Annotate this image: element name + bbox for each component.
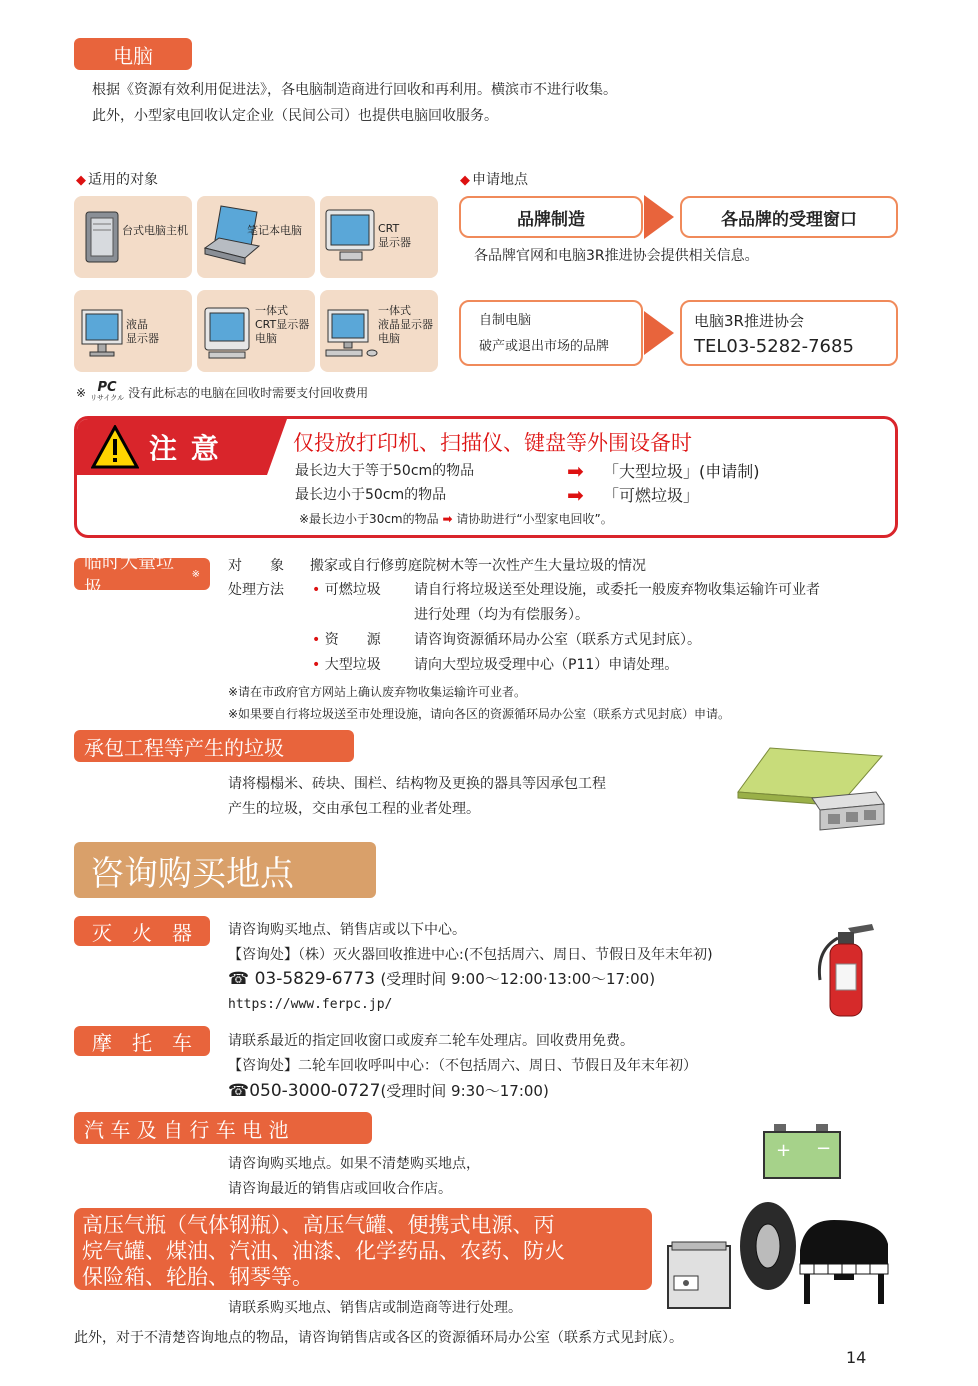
caution-box [74,416,898,538]
temp-item-text: 请自行将垃圾送至处理设施，或委托一般废弃物收集运输许可业者 [414,582,820,598]
bankrupt-label: 破产或退出市场的品牌 [479,339,610,354]
assoc-name: 电脑3R推进协会 [694,312,804,330]
safe-icon [664,1240,734,1312]
tile-label: 一体式 CRT显示器 电脑 [255,304,310,345]
tile-label: 液晶 显示器 [126,318,159,345]
brand-window-box [680,196,898,238]
section-title-computer [74,38,192,70]
caution-heading: 仅投放打印机、扫描仪、键盘等外围设备时 [293,431,692,455]
computer-intro-2: 此外，小型家电回收认定企业（民间公司）也提供电脑回收服务。 [92,108,498,124]
bullet-dot-icon: • [312,632,321,648]
tile-crt [320,196,438,278]
right-arrow-icon: ➡ [567,459,584,483]
caution-row2-right: 「可燃垃圾」 [603,486,700,505]
caution-row2-left: 最长边小于50cm的物品 [295,487,447,503]
self-made-box [459,300,643,366]
temp-item-text: 请向大型垃圾受理中心（P11）申请处理。 [414,657,679,673]
construction-line-1: 请将榻榻米、砖块、围栏、结构物及更换的器具等因承包工程 [228,776,606,792]
tile-label: CRT 显示器 [378,222,411,249]
right-arrow-icon: ➡ [442,512,453,526]
brand-box [459,196,643,238]
assoc-box [680,300,898,366]
extinguisher-tel-row [228,968,655,989]
motorcycle-tel: 050-3000-0727 [249,1081,381,1101]
bullet-dot-icon: • [312,582,321,598]
svg-text:−: − [816,1138,832,1159]
pc-recycle-note [76,378,368,408]
page-number: 14 [846,1348,867,1367]
phone-icon: ☎ [228,1081,250,1101]
extinguisher-tel: 03-5829-6773 [254,969,376,989]
temp-item-text: 请咨询资源循环局办公室（联系方式见封底）。 [414,632,701,648]
desktop-tower-icon [82,210,122,264]
assoc-tel: TEL03-5282-7685 [694,336,854,357]
pc-recycle-logo: PC リサイクル [90,380,125,402]
pc-note-text: 没有此标志的电脑在回收时需要支付回收费用 [128,386,369,400]
self-made-label: 自制电脑 [479,313,532,328]
motorcycle-line-1: 请联系最近的指定回收窗口或废弃二轮车处理店。回收费用免费。 [228,1033,634,1049]
temp-target-label: 对 象 [228,558,284,574]
temp-method-label: 处理方法 [228,582,284,598]
apply-heading: ◆ 申请地点 [460,172,528,188]
crt-monitor-icon [324,208,380,268]
section-title-construction: 承包工程等产生的垃圾 [74,730,354,762]
footer-text: 此外，对于不清楚咨询地点的物品，请咨询销售店或各区的资源循环局办公室（联系方式见封底）。 [74,1330,683,1346]
tile-label: 笔记本电脑 [247,224,302,237]
targets-heading: ◆ 适用的对象 [76,172,158,188]
diamond-bullet-icon: ◆ [76,173,86,188]
tile-label: 台式电脑主机 [122,224,188,237]
section-title-battery: 汽 车 及 自 行 车 电 池 [74,1112,372,1144]
extinguisher-hours: (受理时间 9:00～12:00·13:00～17:00) [380,970,656,988]
gas-line-1: 请联系购买地点、销售店或制造商等进行处理。 [228,1300,522,1316]
temp-target-text: 搬家或自行修剪庭院树木等一次性产生大量垃圾的情况 [310,558,646,574]
battery-line-1: 请咨询购买地点。如果不清楚购买地点， [228,1156,480,1172]
phone-icon: ☎ [228,969,250,989]
caution-row1-right: 「大型垃圾」(申请制) [603,462,760,481]
tile-desktop [74,196,192,278]
tile-lcd [74,290,192,372]
temp-item-text: 进行处理（均为有偿服务）。 [414,607,589,623]
right-arrow-icon [644,195,674,239]
section-title-motorcycle: 摩 托 车 [74,1026,210,1056]
temp-item: • 资 源 [312,632,381,648]
section-title-gas: 高压气瓶（气体钢瓶）、高压气罐、便携式电源、丙 烷气罐、煤油、汽油、油漆、化学药品、农药、防火 保险箱、轮胎、钢琴等。 [74,1208,652,1290]
extinguisher-url[interactable]: https://www.ferpc.jp/ [228,997,393,1012]
motorcycle-line-2: 【咨询处】二轮车回收呼叫中心：（不包括周六、周日、节假日及年末年初） [228,1058,697,1074]
car-battery-icon [760,1122,844,1182]
right-arrow-icon [644,311,674,355]
tile-crt-allinone [197,290,315,372]
section-title-computer-text: 电脑 [113,43,153,68]
caution-row1-left: 最长边大于等于50cm的物品 [295,463,475,479]
piano-icon [794,1214,894,1308]
consult-heading: 咨询购买地点 [74,842,376,898]
section-title-extinguisher: 灭 火 器 [74,916,210,946]
temp-item: • 大型垃圾 [312,657,381,673]
construction-line-2: 产生的垃圾，交由承包工程的业者处理。 [228,801,480,817]
brand-note: 各品牌官网和电脑3R推进协会提供相关信息。 [474,248,759,264]
tile-label: 一体式 液晶显示器 电脑 [378,304,433,345]
tatami-block-icon [734,744,894,834]
svg-text:+: + [776,1140,792,1161]
motorcycle-tel-row [228,1080,549,1101]
lcd-monitor-icon [80,308,126,360]
computer-intro-1: 根据《资源有效利用促进法》，各电脑制造商进行回收和再利用。横滨市不进行收集。 [92,82,617,98]
allinone-crt-icon [203,306,253,362]
extinguisher-line-1: 请咨询购买地点、销售店或以下中心。 [228,922,466,938]
tile-laptop [197,196,315,278]
motorcycle-hours: (受理时间 9:30～17:00) [380,1082,549,1100]
temp-note-1: ※请在市政府官方网站上确认废弃物收集运输许可业者。 [228,685,527,699]
section-title-temp: 临时大量垃圾 ※ [74,558,210,590]
bullet-dot-icon: • [312,657,321,673]
tire-icon [734,1198,802,1296]
tile-lcd-allinone [320,290,438,372]
right-arrow-icon: ➡ [567,483,584,507]
caution-label: 注 意 [149,432,221,465]
battery-line-2: 请咨询最近的销售店或回收合作店。 [228,1181,452,1197]
temp-note-2: ※如果要自行将垃圾送至市处理设施，请向各区的资源循环局办公室（联系方式见封底）申请。 [228,707,731,721]
extinguisher-line-2: 【咨询处】（株）灭火器回收推进中心:(不包括周六、周日、节假日及年末年初) [228,947,713,963]
fire-extinguisher-icon [808,920,886,1020]
diamond-bullet-icon: ◆ [460,173,470,188]
allinone-lcd-icon [324,308,380,362]
note-mark: ※ [76,386,87,400]
warning-icon [91,425,139,469]
brand-window-label: 各品牌的受理窗口 [721,209,857,230]
temp-item: • 可燃垃圾 [312,582,381,598]
brand-box-label: 品牌制造 [517,209,585,230]
caution-note: ※最长边小于30cm的物品 ➡ 请协助进行“小型家电回收”。 [299,512,613,526]
